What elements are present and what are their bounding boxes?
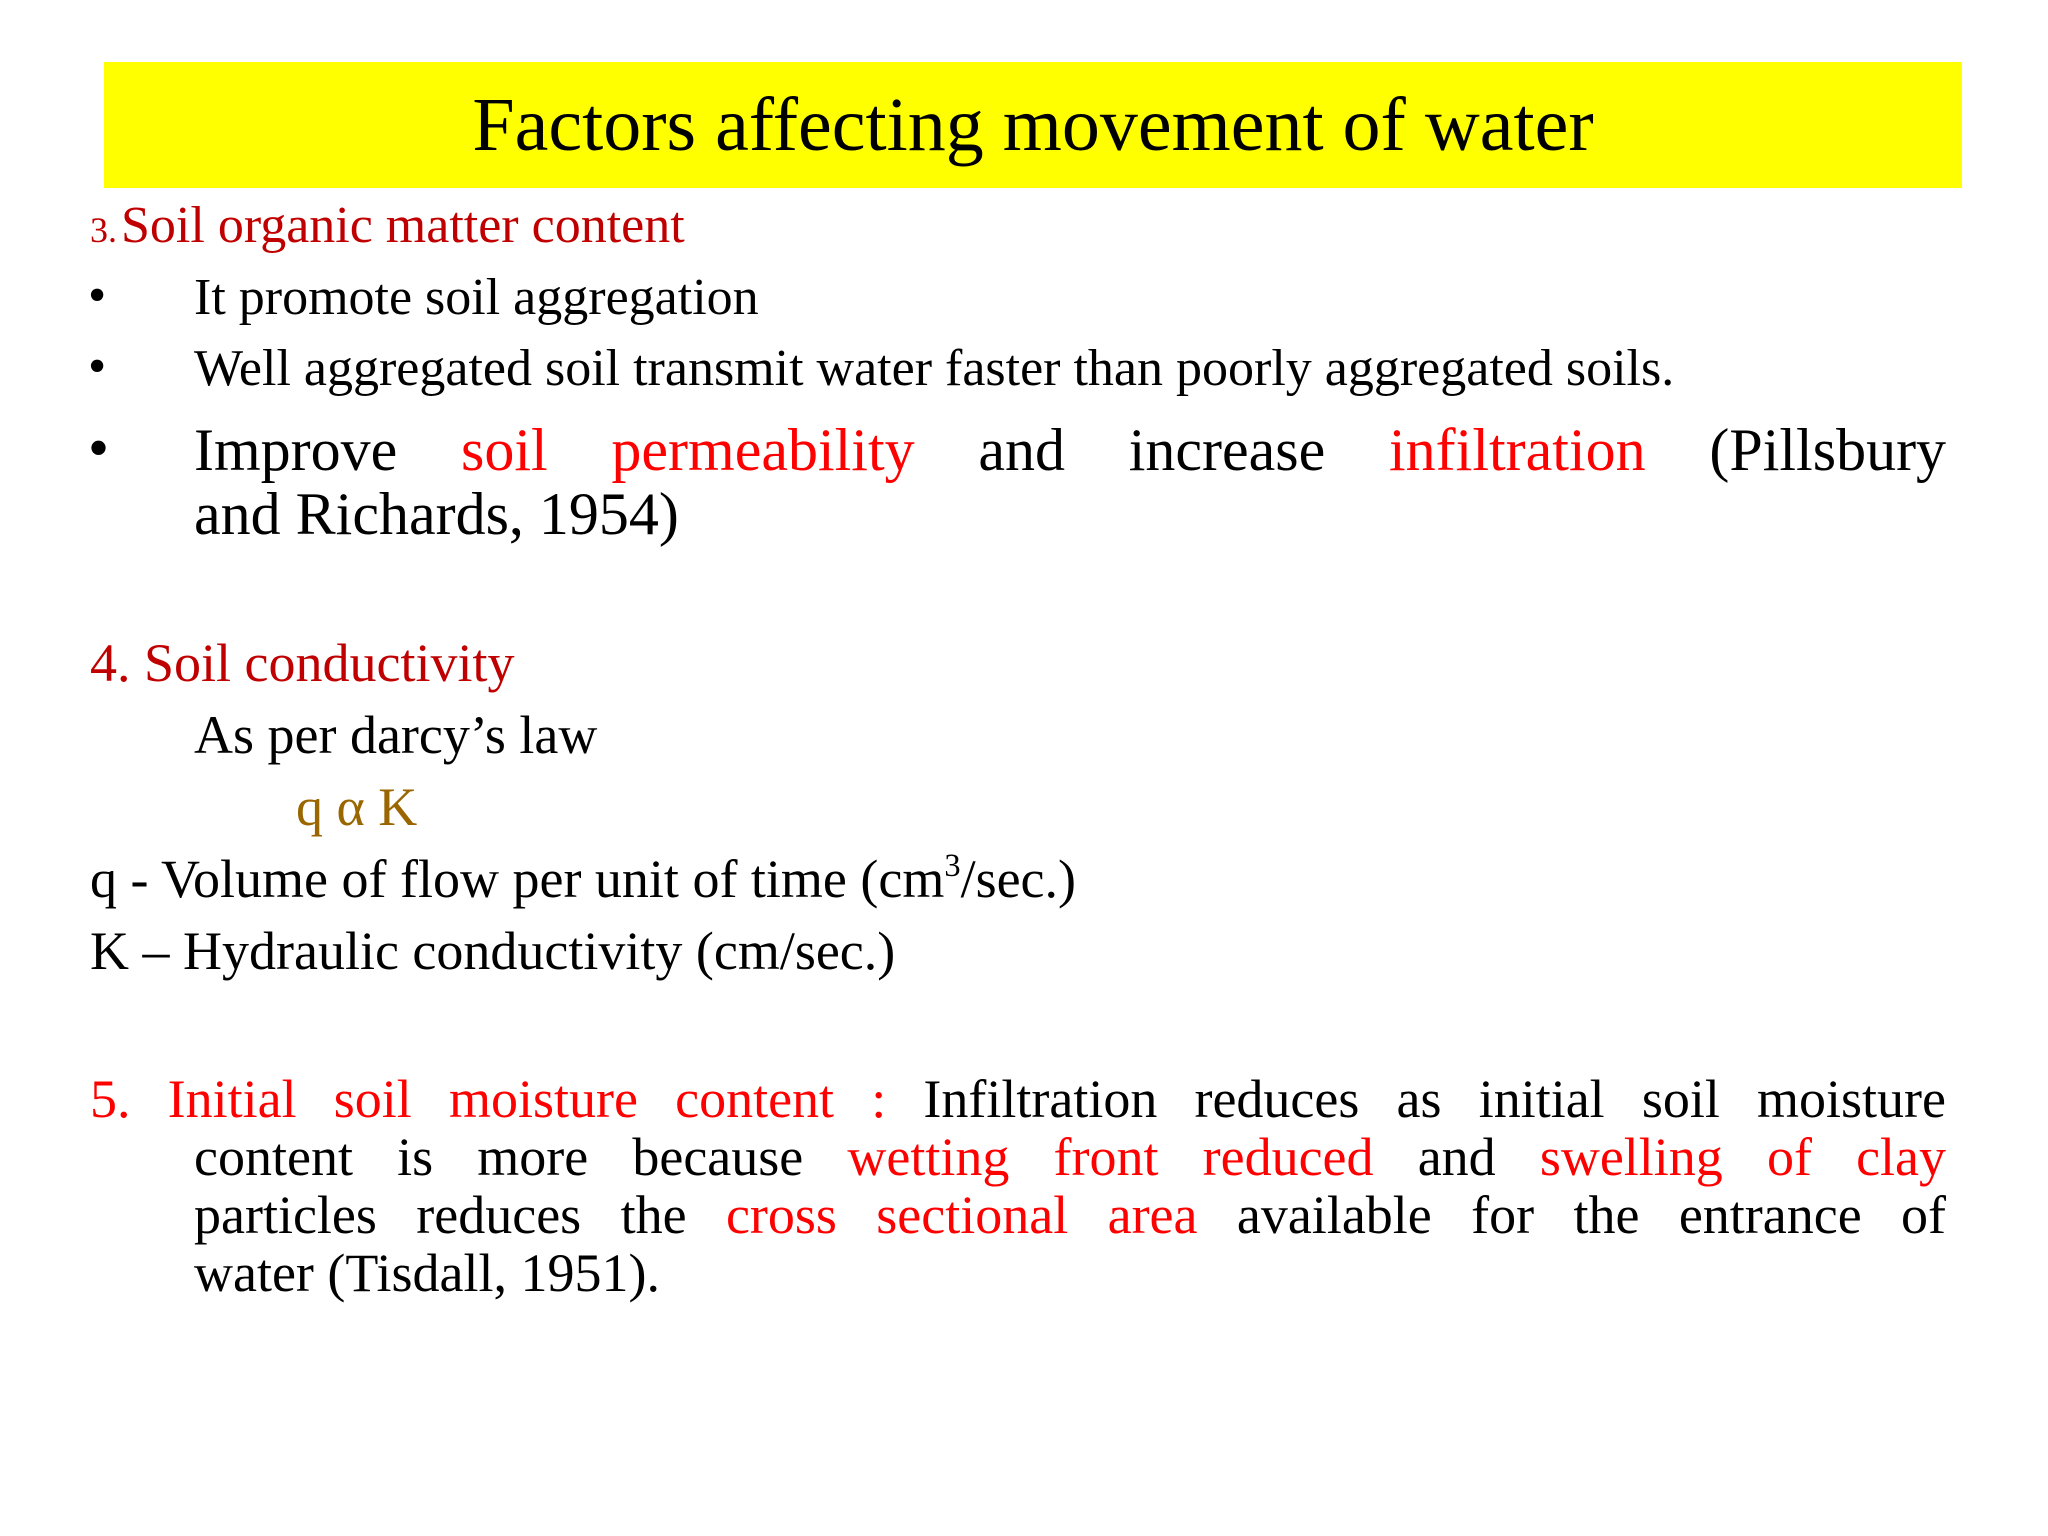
section-5-line-3 bbox=[194, 1185, 1947, 1245]
section-5-text: Infiltration reduces as initial soil moisture bbox=[923, 1069, 1946, 1129]
section-5-line-2 bbox=[194, 1127, 1947, 1187]
section-3-title: Soil organic matter content bbox=[121, 197, 685, 254]
q-definition-superscript: 3 bbox=[944, 847, 961, 884]
bullet-icon: • bbox=[88, 415, 110, 481]
section-5-text: content is more because bbox=[194, 1127, 804, 1187]
section-5-text: available for the entrance of bbox=[1236, 1185, 1947, 1245]
cross-sectional-area-highlight: cross sectional area bbox=[725, 1185, 1198, 1245]
bullet-3-text: (Pillsbury bbox=[1709, 417, 1947, 483]
bullet-3-text: Improve bbox=[194, 417, 398, 483]
bullet-item-3-line-1 bbox=[194, 417, 1947, 483]
section-5-text: particles reduces the bbox=[194, 1185, 687, 1245]
darcy-law-intro: As per darcy’s law bbox=[194, 705, 598, 765]
bullet-item-1: It promote soil aggregation bbox=[194, 269, 759, 326]
soil-permeability-highlight: soil permeability bbox=[461, 417, 915, 483]
section-3-heading bbox=[90, 197, 685, 254]
k-definition: K – Hydraulic conductivity (cm/sec.) bbox=[90, 921, 896, 981]
section-3-number: 3. bbox=[90, 210, 117, 250]
q-definition-text: q - Volume of flow per unit of time (cm bbox=[90, 849, 945, 909]
section-5-text: and bbox=[1417, 1127, 1496, 1187]
bullet-icon: • bbox=[88, 338, 107, 395]
wetting-front-highlight: wetting front reduced bbox=[847, 1127, 1374, 1187]
bullet-3-text: and increase bbox=[978, 417, 1326, 483]
darcy-formula: q α K bbox=[296, 777, 418, 837]
bullet-item-2: Well aggregated soil transmit water faster than poorly aggregated soils. bbox=[194, 340, 1675, 397]
section-5-heading: 5. Initial soil moisture content : bbox=[90, 1069, 887, 1129]
slide-title: Factors affecting movement of water bbox=[472, 83, 1594, 167]
bullet-item-3-line-2: and Richards, 1954) bbox=[194, 481, 679, 547]
section-4-heading: 4. Soil conductivity bbox=[90, 633, 515, 693]
title-banner bbox=[104, 62, 1962, 188]
section-5-line-1 bbox=[90, 1069, 1946, 1129]
q-definition bbox=[90, 847, 1076, 909]
section-5-line-4: water (Tisdall, 1951). bbox=[194, 1243, 660, 1303]
infiltration-highlight: infiltration bbox=[1389, 417, 1646, 483]
swelling-clay-highlight: swelling of clay bbox=[1539, 1127, 1947, 1187]
q-definition-unit: /sec.) bbox=[960, 849, 1076, 909]
bullet-icon: • bbox=[88, 267, 107, 324]
